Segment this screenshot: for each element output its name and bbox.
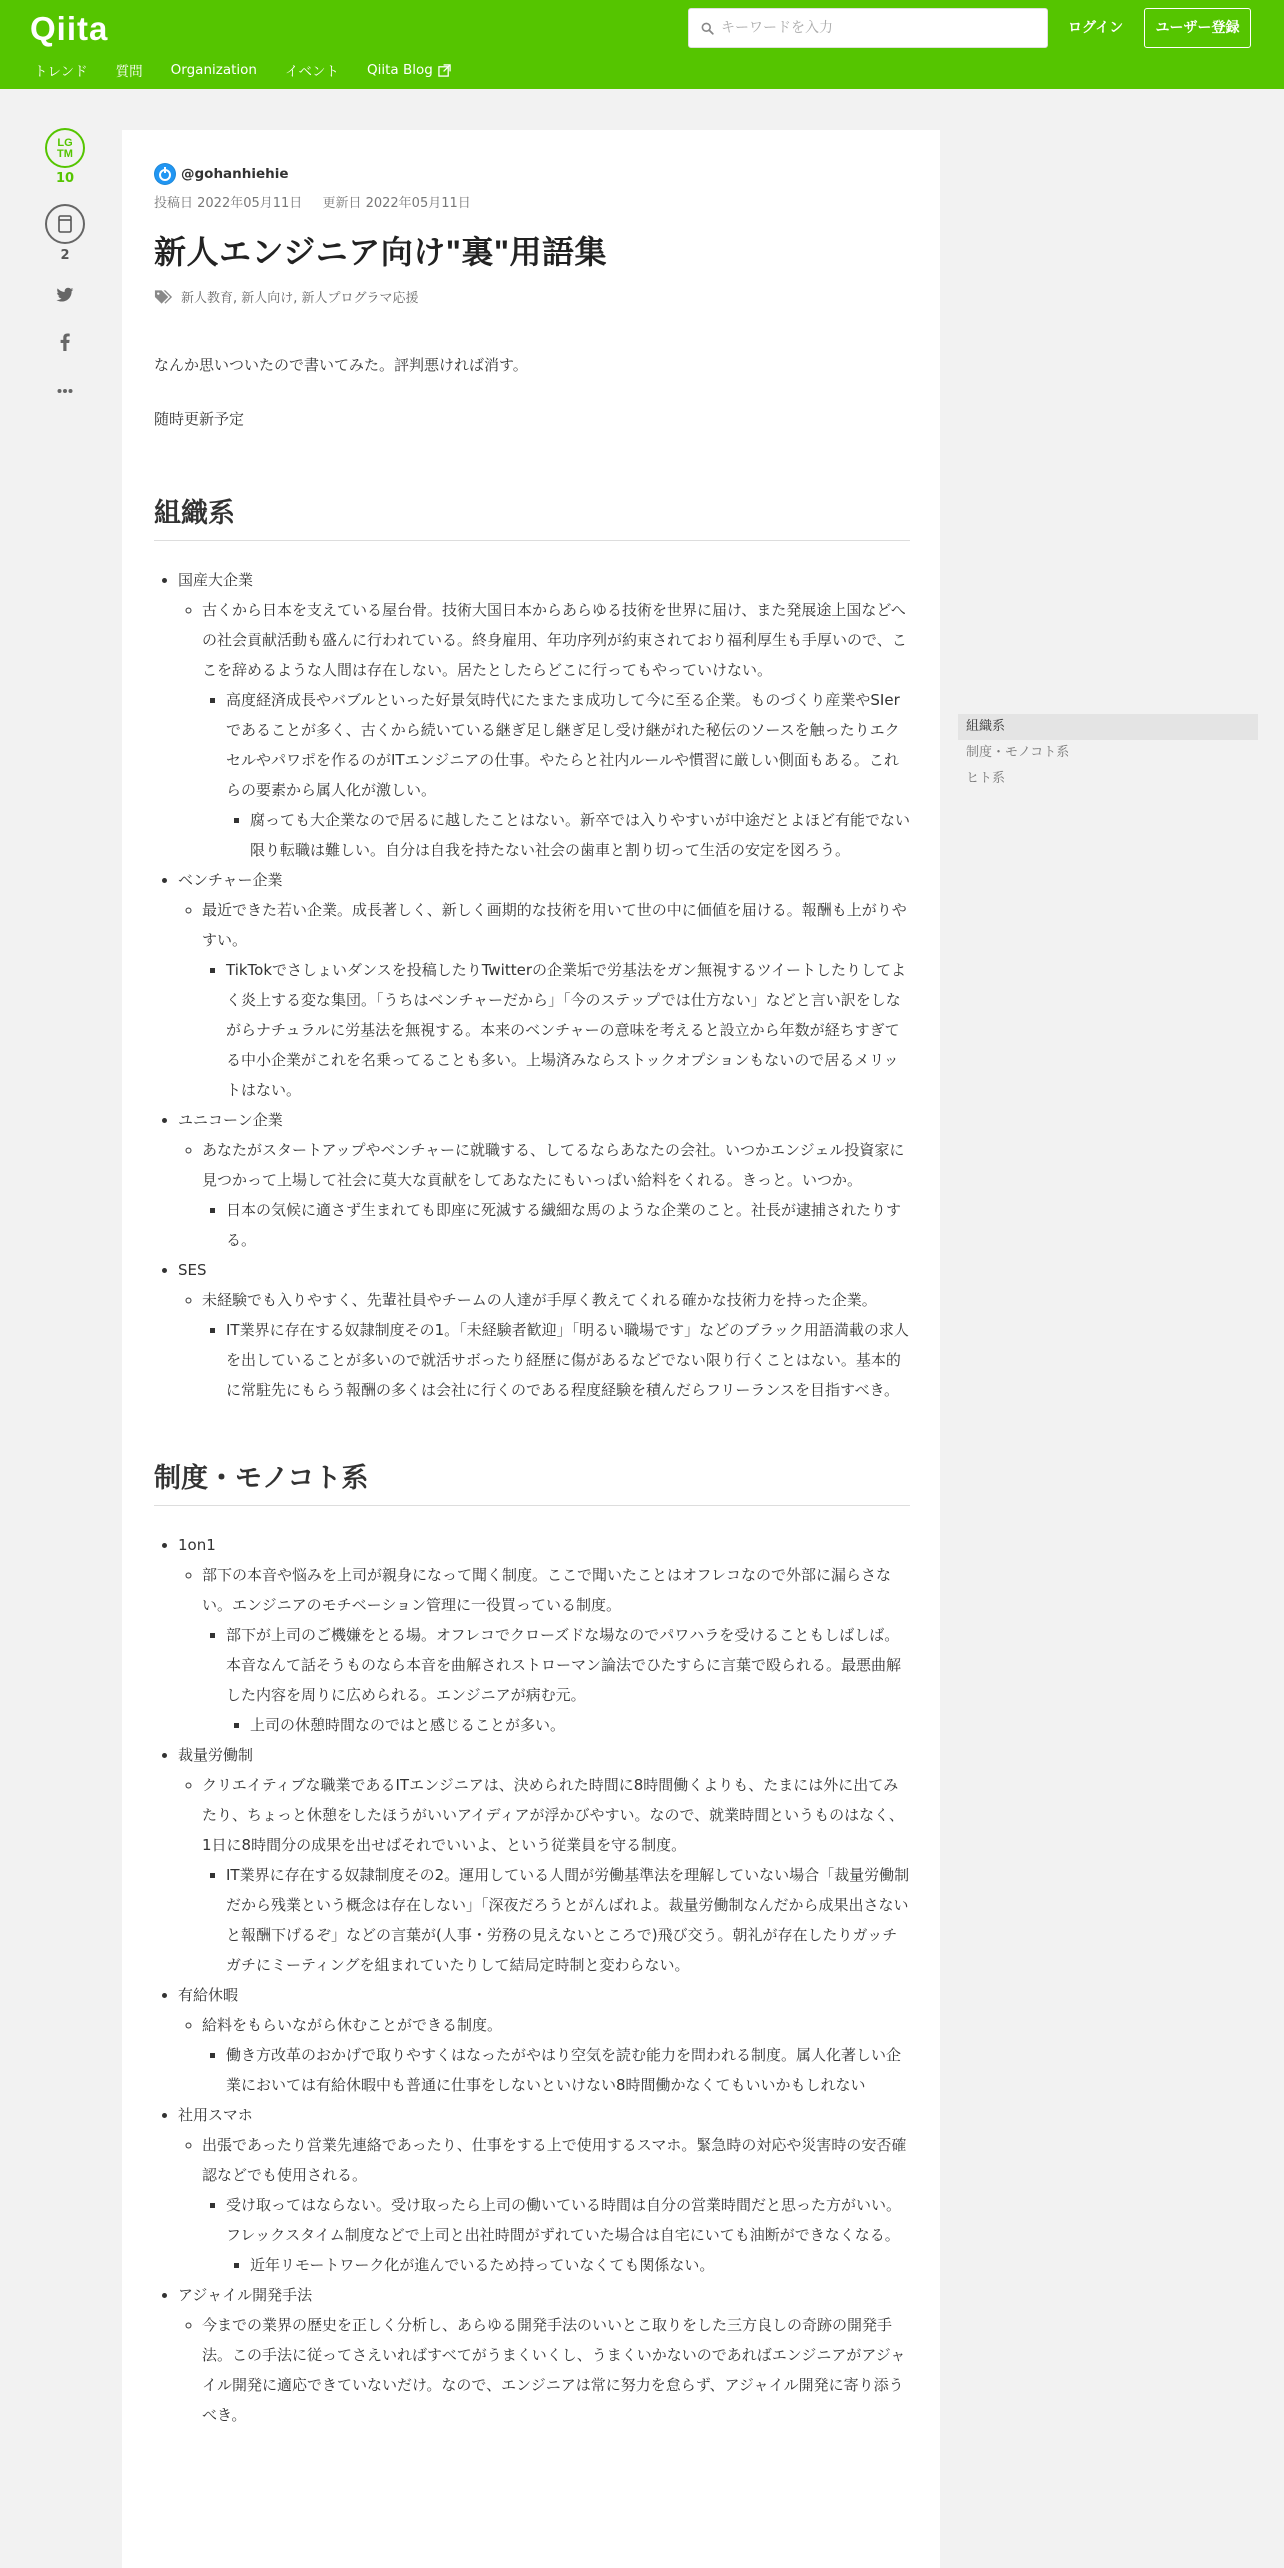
table-of-contents bbox=[958, 714, 1258, 792]
global-header bbox=[0, 0, 1284, 89]
search-icon bbox=[701, 22, 714, 35]
avatar[interactable] bbox=[154, 163, 176, 185]
list-item: • アジャイル開発手法 ◦ 今までの業界の歴史を正しく分析し、あらゆる開発手法のいいとこ取りをした三方良しの奇跡の開発手法。この手法に従ってさえいればすべてがうまくいくし、うまくいかないのであればエンジニアがアジャイル開発に適応できていないだけ。なので、エンジニアは常に努力を怠らず、アジャイル開発に寄り添うべき。 bbox=[178, 2280, 910, 2430]
article-body bbox=[154, 350, 910, 2430]
list-item: • 国産大企業 ◦ 古くから日本を支えている屋台骨。技術大国日本からあらゆる技術を世界に届け、また発展途上国などへの社会貢献活動も盛んに行われている。終身雇用、年功序列が約束されており福利厚生も手厚いので、ここを辞めるような人間は存在しない。居たとしたらどこに行ってもやっていけない。 ▪ 高度経済成長やバブルといった好景気時代にたまたま成功して今に至る企業。ものづくり産業やSIerであることが多く、古くから続いている継ぎ足し継ぎ足し受け継がれた秘伝のソースを触ったりエクセルやパワポを作るのがITエンジニアの仕事。やたらと社内ルールや慣習に厳しい側面もある。これらの要素から属人化が激しい。 ▪ 腐っても大企業なので居るに越したことはない。新卒では入りやすいが中途だとよほど有能でない限り転職は難しい。自分は自我を持たない社会の歯車と割り切って生活の安定を図ろう。 bbox=[178, 565, 910, 865]
twitter-icon bbox=[56, 287, 74, 303]
search-input[interactable] bbox=[721, 9, 1041, 47]
term-list bbox=[178, 565, 910, 1405]
posted-date: 投稿日 2022年05月11日 bbox=[154, 196, 303, 211]
nav-item-event[interactable]: イベント bbox=[284, 64, 339, 80]
page-title: 新人エンジニア向け"裏"用語集 bbox=[154, 234, 608, 270]
intro-paragraph: なんか思いついたので書いてみた。評判悪ければ消す。 bbox=[154, 356, 528, 374]
lgtm-count: 10 bbox=[55, 171, 75, 186]
lgtm-button[interactable]: LG TM bbox=[45, 128, 85, 168]
toc-item-people[interactable]: ヒト系 bbox=[966, 771, 1006, 786]
avatar-image bbox=[154, 163, 176, 185]
list-item: ◦ 部下の本音や悩みを上司が親身になって聞く制度。ここで聞いたことはオフレコなので外部に漏らさない。エンジニアのモチベーション管理に一役買っている制度。 ▪ 部下が上司のご機嫌をとる場。オフレコでクローズドな場なのでパワハラを受けることもしばしば。本音なんて話そうものなら本音を曲解されストローマン論法でひたすらに言葉で殴られる。最悪曲解した内容を周りに広められる。エンジニアが病む元。 ▪ 上司の休憩時間なのではと感じることが多い。 bbox=[202, 1560, 910, 1740]
article-dates bbox=[154, 192, 910, 211]
signup-button[interactable]: ユーザー登録 bbox=[1144, 8, 1251, 48]
nav-item-organization[interactable]: Organization bbox=[170, 62, 257, 78]
section-heading: 制度・モノコト系 bbox=[154, 1459, 910, 1506]
author-name[interactable]: @gohanhiehie bbox=[181, 166, 289, 182]
list-item: ◦ あなたがスタートアップやベンチャーに就職する、してるならあなたの会社。いつかエンジェル投資家に見つかって上場して社会に莫大な貢献をしてあなたにもいっぱい給料をくれる。きっと。いつか。 ▪ 日本の気候に適さず生まれても即座に死滅する繊細な馬のような企業のこと。社長が逮捕されたりする。 bbox=[202, 1135, 910, 1255]
author-row bbox=[154, 162, 910, 186]
list-item: ◦ 給料をもらいながら休むことができる制度。 ▪ 働き方改革のおかげで取りやすくはなったがやはり空気を読む能力を問われる制度。属人化著しい企業においては有給休暇中も普通に仕事をしないといけない8時間働かなくてもいいかもしれない bbox=[202, 2010, 910, 2100]
list-item: ◦ クリエイティブな職業であるITエンジニアは、決められた時間に8時間働くよりも、たまには外に出てみたり、ちょっと休憩をしたほうがいいアイディアが浮かびやすい。なので、就業時間というものはなく、1日に8時間分の成果を出せばそれでいいよ、という従業員を守る制度。 ▪ IT業界に存在する奴隷制度その2。運用している人間が労働基準法を理解していない場合「裁量労働制だから残業という概念は存在しない」「深夜だろうとがんばれよ。裁量労働制なんだから成果出さないと報酬下げるぞ」などの言葉が(人事・労務の見えないところで)飛び交う。朝礼が存在したりガッチガチにミーティングを組まれていたりして結局定時制と変わらない。 bbox=[202, 1770, 910, 1980]
list-item: • ユニコーン企業 ◦ あなたがスタートアップやベンチャーに就職する、してるならあなたの会社。いつかエンジェル投資家に見つかって上場して社会に莫大な貢献をしてあなたにもいっぱい給料をくれる。きっと。いつか。 ▪ 日本の気候に適さず生まれても即座に死滅する繊細な馬のような企業のこと。社長が逮捕されたりする。 bbox=[178, 1105, 910, 1255]
toc-item-organization[interactable]: 組織系 bbox=[958, 714, 1258, 740]
list-item: ▪ 高度経済成長やバブルといった好景気時代にたまたま成功して今に至る企業。ものづくり産業やSIerであることが多く、古くから続いている継ぎ足し継ぎ足し受け継がれた秘伝のソースを触ったりエクセルやパワポを作るのがITエンジニアの仕事。やたらと社内ルールや慣習に厳しい側面もある。これらの要素から属人化が激しい。 ▪ 腐っても大企業なので居るに越したことはない。新卒では入りやすいが中途だとよほど有能でない限り転職は難しい。自分は自我を持たない社会の歯車と割り切って生活の安定を図ろう。 bbox=[226, 685, 910, 865]
more-options-button[interactable] bbox=[45, 379, 85, 401]
list-item: • SES ◦ 未経験でも入りやすく、先輩社員やチームの人達が手厚く教えてくれる確かな技術力を持った企業。 ▪ IT業界に存在する奴隷制度その1。「未経験者歓迎」「明るい職場です」などのブラック用語満載の求人を出していることが多いので就活サボったり経歴に傷があるなどでない限り行くことはない。基本的に常駐先にもらう報酬の多くは会社に行くのである程度経験を積んだらフリーランスを目指すべき。 bbox=[178, 1255, 910, 1405]
nav-item-qiita-blog[interactable]: Qiita Blog bbox=[367, 59, 451, 81]
list-item: ▪ IT業界に存在する奴隷制度その2。運用している人間が労働基準法を理解していない場合「裁量労働制だから残業という概念は存在しない」「深夜だろうとがんばれよ。裁量労働制なんだから成果出さないと報酬下げるぞ」などの言葉が(人事・労務の見えないところで)飛び交う。朝礼が存在したりガッチガチにミーティングを組まれていたりして結局定時制と変わらない。 bbox=[226, 1860, 910, 1980]
list-item: ▪ IT業界に存在する奴隷制度その1。「未経験者歓迎」「明るい職場です」などのブラック用語満載の求人を出していることが多いので就活サボったり経歴に傷があるなどでない限り行くことはない。基本的に常駐先にもらう報酬の多くは会社に行くのである程度経験を積んだらフリーランスを目指すべき。 bbox=[226, 1315, 910, 1405]
list-item: ◦ 最近できた若い企業。成長著しく、新しく画期的な技術を用いて世の中に価値を届ける。報酬も上がりやすい。 ▪ TikTokでさしょいダンスを投稿したりTwitterの企業垢で労基法をガン無視するツイートしたりしてよく炎上する変な集団。「うちはベンチャーだから」「今のステップでは仕方ない」などと言い訳をしながらナチュラルに労基法を無視する。本来のベンチャーの意味を考えると設立から年数が経ちすぎてる中小企業がこれを名乗ってることも多い。上場済みならストックオプションもないので居るメリットはない。 bbox=[202, 895, 910, 1105]
list-item: • 1on1 ◦ 部下の本音や悩みを上司が親身になって聞く制度。ここで聞いたことはオフレコなので外部に漏らさない。エンジニアのモチベーション管理に一役買っている制度。 ▪ 部下が上司のご機嫌をとる場。オフレコでクローズドな場なのでパワハラを受けることもしばしば。本音なんて話そうものなら本音を曲解されストローマン論法でひたすらに言葉で殴られる。最悪曲解した内容を周りに広められる。エンジニアが病む元。 ▪ 上司の休憩時間なのではと感じることが多い。 bbox=[178, 1530, 910, 1740]
more-icon bbox=[57, 388, 73, 394]
stock-icon bbox=[47, 206, 83, 242]
external-link-icon bbox=[438, 64, 451, 77]
list-item: ▪ 日本の気候に適さず生まれても即座に死滅する繊細な馬のような企業のこと。社長が逮捕されたりする。 bbox=[226, 1195, 910, 1255]
list-item: ▪ 部下が上司のご機嫌をとる場。オフレコでクローズドな場なのでパワハラを受けることもしばしば。本音なんて話そうものなら本音を曲解されストローマン論法でひたすらに言葉で殴られる。最悪曲解した内容を周りに広められる。エンジニアが病む元。 ▪ 上司の休憩時間なのではと感じることが多い。 bbox=[226, 1620, 910, 1740]
term-list bbox=[178, 1530, 910, 2430]
global-nav bbox=[34, 59, 479, 81]
stock-button[interactable] bbox=[45, 204, 85, 244]
list-item: ▪ 働き方改革のおかげで取りやすくはなったがやはり空気を読む能力を問われる制度。属人化著しい企業においては有給休暇中も普通に仕事をしないといけない8時間働かなくてもいいかもしれない bbox=[226, 2040, 910, 2100]
list-item: ▪ 受け取ってはならない。受け取ったら上司の働いている時間は自分の営業時間だと思った方がいい。フレックスタイム制度などで上司と出社時間がずれていた場合は自宅にいても油断ができなくなる。 ▪ 近年リモートワーク化が進んでいるため持っていなくても関係ない。 bbox=[226, 2190, 910, 2280]
list-item: • 有給休暇 ◦ 給料をもらいながら休むことができる制度。 ▪ 働き方改革のおかげで取りやすくはなったがやはり空気を読む能力を問われる制度。属人化著しい企業においては有給休暇中も普通に仕事をしないといけない8時間働かなくてもいいかもしれない bbox=[178, 1980, 910, 2100]
facebook-icon bbox=[60, 333, 70, 351]
intro-paragraph: 随時更新予定 bbox=[154, 410, 245, 428]
list-item: ◦ 今までの業界の歴史を正しく分析し、あらゆる開発手法のいいとこ取りをした三方良しの奇跡の開発手法。この手法に従ってさえいればすべてがうまくいくし、うまくいかないのであればエンジニアがアジャイル開発に適応できていないだけ。なので、エンジニアは常に努力を怠らず、アジャイル開発に寄り添うべき。 bbox=[202, 2310, 910, 2430]
list-item: ▪ 腐っても大企業なので居るに越したことはない。新卒では入りやすいが中途だとよほど有能でない限り転職は難しい。自分は自我を持たない社会の歯車と割り切って生活の安定を図ろう。 bbox=[250, 805, 910, 865]
facebook-share-button[interactable] bbox=[45, 333, 85, 355]
list-item: ▪ 上司の休憩時間なのではと感じることが多い。 bbox=[250, 1710, 910, 1740]
tag-list bbox=[154, 287, 910, 306]
tags-text[interactable]: 新人教育, 新人向け, 新人プログラマ応援 bbox=[181, 291, 419, 306]
section-heading: 組織系 bbox=[154, 494, 910, 541]
list-item: ◦ 古くから日本を支えている屋台骨。技術大国日本からあらゆる技術を世界に届け、また発展途上国などへの社会貢献活動も盛んに行われている。終身雇用、年功序列が約束されており福利厚生も手厚いので、ここを辞めるような人間は存在しない。居たとしたらどこに行ってもやっていけない。 ▪ 高度経済成長やバブルといった好景気時代にたまたま成功して今に至る企業。ものづくり産業やSIerであることが多く、古くから続いている継ぎ足し継ぎ足し受け継がれた秘伝のソースを触ったりエクセルやパワポを作るのがITエンジニアの仕事。やたらと社内ルールや慣習に厳しい側面もある。これらの要素から属人化が激しい。 ▪ 腐っても大企業なので居るに越したことはない。新卒では入りやすいが中途だとよほど有能でない限り転職は難しい。自分は自我を持たない社会の歯車と割り切って生活の安定を図ろう。 bbox=[202, 595, 910, 865]
stock-count: 2 bbox=[60, 248, 70, 263]
tag-icon bbox=[154, 289, 173, 305]
nav-item-trend[interactable]: トレンド bbox=[34, 64, 88, 80]
list-item: • 裁量労働制 ◦ クリエイティブな職業であるITエンジニアは、決められた時間に8時間働くよりも、たまには外に出てみたり、ちょっと休憩をしたほうがいいアイディアが浮かびやすい。なので、就業時間というものはなく、1日に8時間分の成果を出せばそれでいいよ、という従業員を守る制度。 ▪ IT業界に存在する奴隷制度その2。運用している人間が労働基準法を理解していない場合「裁量労働制だから残業という概念は存在しない」「深夜だろうとがんばれよ。裁量労働制なんだから成果出さないと報酬下げるぞ」などの言葉が(人事・労務の見えないところで)飛び交う。朝礼が存在したりガッチガチにミーティングを組まれていたりして結局定時制と変わらない。 bbox=[178, 1740, 910, 1980]
list-item: ▪ TikTokでさしょいダンスを投稿したりTwitterの企業垢で労基法をガン無視するツイートしたりしてよく炎上する変な集団。「うちはベンチャーだから」「今のステップでは仕方ない」などと言い訳をしながらナチュラルに労基法を無視する。本来のベンチャーの意味を考えると設立から年数が経ちすぎてる中小企業がこれを名乗ってることも多い。上場済みならストックオプションもないので居るメリットはない。 bbox=[226, 955, 910, 1105]
list-item: ◦ 出張であったり営業先連絡であったり、仕事をする上で使用するスマホ。緊急時の対応や災害時の安否確認などでも使用される。 ▪ 受け取ってはならない。受け取ったら上司の働いている時間は自分の営業時間だと思った方がいい。フレックスタイム制度などで上司と出社時間がずれていた場合は自宅にいても油断ができなくなる。 ▪ 近年リモートワーク化が進んでいるため持っていなくても関係ない。 bbox=[202, 2130, 910, 2280]
list-item: ◦ 未経験でも入りやすく、先輩社員やチームの人達が手厚く教えてくれる確かな技術力を持った企業。 ▪ IT業界に存在する奴隷制度その1。「未経験者歓迎」「明るい職場です」などのブラック用語満載の求人を出していることが多いので就活サボったり経歴に傷があるなどでない限り行くことはない。基本的に常駐先にもらう報酬の多くは会社に行くのである程度経験を積んだらフリーランスを目指すべき。 bbox=[202, 1285, 910, 1405]
article-card bbox=[122, 130, 940, 2568]
nav-item-question[interactable]: 質問 bbox=[115, 64, 143, 80]
list-item: ▪ 近年リモートワーク化が進んでいるため持っていなくても関係ない。 bbox=[250, 2250, 910, 2280]
list-item: • 社用スマホ ◦ 出張であったり営業先連絡であったり、仕事をする上で使用するスマホ。緊急時の対応や災害時の安否確認などでも使用される。 ▪ 受け取ってはならない。受け取ったら上司の働いている時間は自分の営業時間だと思った方がいい。フレックスタイム制度などで上司と出社時間がずれていた場合は自宅にいても油断ができなくなる。 ▪ 近年リモートワーク化が進んでいるため持っていなくても関係ない。 bbox=[178, 2100, 910, 2280]
twitter-share-button[interactable] bbox=[45, 287, 85, 309]
list-item: • ベンチャー企業 ◦ 最近できた若い企業。成長著しく、新しく画期的な技術を用いて世の中に価値を届ける。報酬も上がりやすい。 ▪ TikTokでさしょいダンスを投稿したりTwitterの企業垢で労基法をガン無視するツイートしたりしてよく炎上する変な集団。「うちはベンチャーだから」「今のステップでは仕方ない」などと言い訳をしながらナチュラルに労基法を無視する。本来のベンチャーの意味を考えると設立から年数が経ちすぎてる中小企業がこれを名乗ってることも多い。上場済みならストックオプションもないので居るメリットはない。 bbox=[178, 865, 910, 1105]
toc-item-system[interactable]: 制度・モノコト系 bbox=[966, 745, 1070, 760]
login-link[interactable]: ログイン bbox=[1068, 20, 1124, 36]
qiita-logo[interactable]: Qiita bbox=[30, 10, 109, 47]
updated-date: 更新日 2022年05月11日 bbox=[322, 196, 471, 211]
search-box[interactable] bbox=[688, 8, 1048, 48]
article-actions bbox=[45, 128, 87, 401]
